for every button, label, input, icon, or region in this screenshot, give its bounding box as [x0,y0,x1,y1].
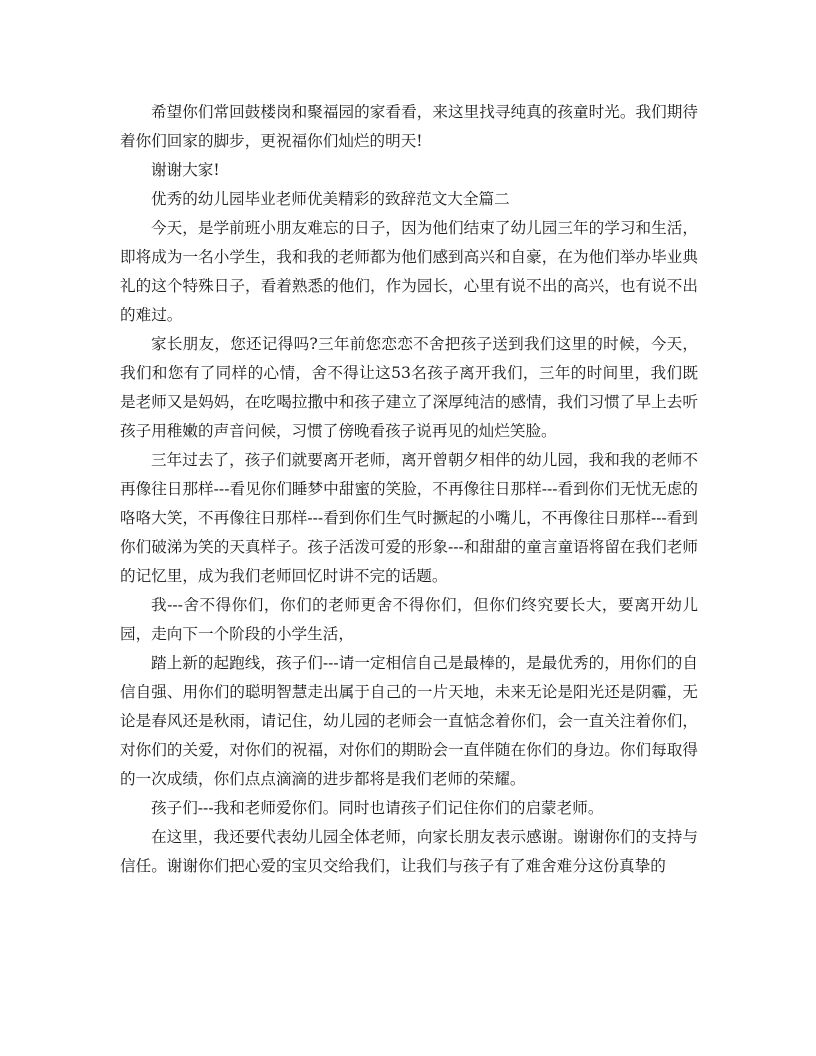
section-heading: 优秀的幼儿园毕业老师优美精彩的致辞范文大全篇二 [151,190,510,208]
paragraph-three-years: 三年过去了，孩子们就要离开老师，离开曾朝夕相伴的幼儿园，我和我的老师不再像往日那样---看见你们睡梦中甜蜜的笑脸，不再像往日那样---看到你们无忧无虑的咯咯大笑，不再像往日那样---看到你们生气时撅起的小嘴儿，不再像往日那样---看到你们破涕为笑的天真样子。孩子活泼可爱的形象---和甜甜的童言童语将留在我们老师的记忆里，成为我们老师回忆时讲不完的话题。 [120,451,698,585]
paragraph-parents: 家长朋友，您还记得吗?三年前您恋恋不舍把孩子送到我们这里的时候，今天，我们和您有了同样的心情，舍不得让这53名孩子离开我们，三年的时间里，我们既是老师又是妈妈，在吃喝拉撒中和孩子建立了深厚纯洁的感情，我们习惯了早上去听孩子用稚嫩的声音问候，习惯了傍晚看孩子说再见的灿烂笑脸。 [120,335,698,440]
paragraph-gratitude: 在这里，我还要代表幼儿园全体老师，向家长朋友表示感谢。谢谢你们的支持与信任。谢谢你们把心爱的宝贝交给我们，让我们与孩子有了难舍难分这份真挚的 [120,828,698,875]
paragraph-thanks: 谢谢大家! [151,161,220,179]
paragraph-reluctant: 我---舍不得你们，你们的老师更舍不得你们，但你们终究要长大，要离开幼儿园，走向下一个阶段的小学生活， [120,596,698,643]
paragraph-closing-wish: 希望你们常回鼓楼岗和聚福园的家看看，来这里找寻纯真的孩童时光。我们期待着你们回家的脚步，更祝福你们灿烂的明天! [120,103,698,150]
document-body [120,98,698,881]
paragraph-new-start: 踏上新的起跑线，孩子们---请一定相信自己是最棒的，是最优秀的，用你们的自信自强、用你们的聪明智慧走出属于自己的一片天地，未来无论是阳光还是阴霾，无论是春风还是秋雨，请记住，幼儿园的老师会一直惦念着你们，会一直关注着你们，对你们的关爱，对你们的祝福，对你们的期盼会一直伴随在你们的身边。你们每取得的一次成绩，你们点点滴滴的进步都将是我们老师的荣耀。 [120,654,698,788]
paragraph-love: 孩子们---我和老师爱你们。同时也请孩子们记住你们的启蒙老师。 [151,799,604,817]
paragraph-today: 今天，是学前班小朋友难忘的日子，因为他们结束了幼儿园三年的学习和生活，即将成为一名小学生，我和我的老师都为他们感到高兴和自豪，在为他们举办毕业典礼的这个特殊日子，看着熟悉的他们，作为园长，心里有说不出的高兴，也有说不出的难过。 [120,219,698,324]
